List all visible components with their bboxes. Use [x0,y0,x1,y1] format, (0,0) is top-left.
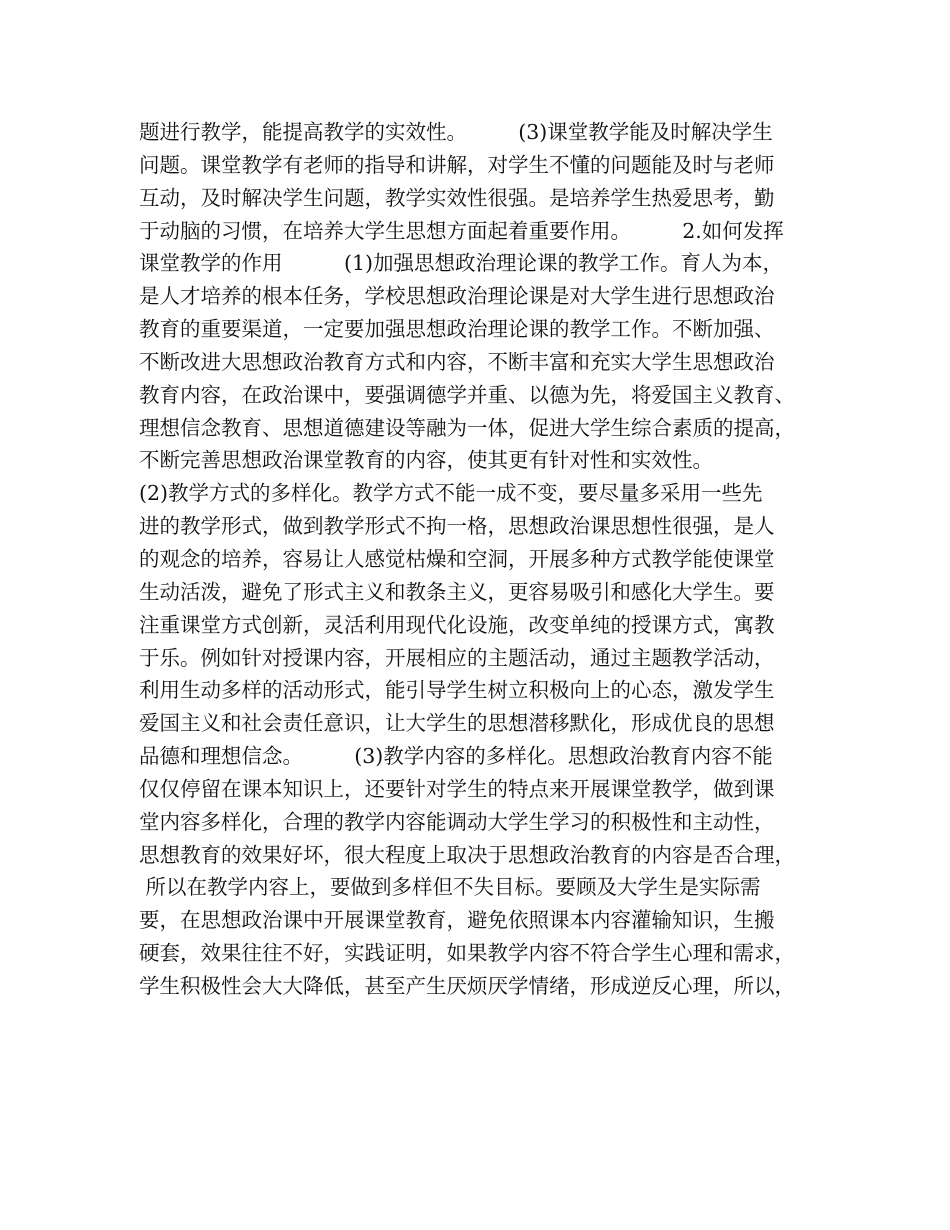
text-line: 理想信念教育、思想道德建设等融为一体，促进大学生综合素质的提高， [139,415,795,440]
text-line: 利用生动多样的活动形式，能引导学生树立积极向上的心态，激发学生 [139,678,775,703]
text-line: 硬套，效果往往不好，实践证明，如果教学内容不符合学生心理和需求， [139,941,795,966]
text-line: 不断改进大思想政治教育方式和内容，不断丰富和充实大学生思想政治 [139,349,775,374]
text-line: 要，在思想政治课中开展课堂教育，避免依照课本内容灌输知识，生搬 [139,908,775,933]
text-line: 于动脑的习惯，在培养大学生思想方面起着重要作用。 2.如何发挥 [139,218,784,243]
text-line: 品德和理想信念。 (3)教学内容的多样化。思想政治教育内容不能 [139,744,773,769]
text-line: 互动，及时解决学生问题，教学实效性很强。是培养学生热爱思考，勤 [139,185,775,210]
text-line: 不断完善思想政治课堂教育的内容，使其更有针对性和实效性。 [139,448,713,473]
text-line: 爱国主义和社会责任意识，让大学生的思想潜移默化，形成优良的思想 [139,711,775,736]
text-line: 仅仅停留在课本知识上，还要针对学生的特点来开展课堂教学，做到课 [139,776,775,801]
text-line: 教育的重要渠道，一定要加强思想政治理论课的教学工作。不断加强、 [139,317,775,342]
text-line: 进的教学形式，做到教学形式不拘一格，思想政治课思想性很强，是人 [139,514,775,539]
text-line: 学生积极性会大大降低，甚至产生厌烦厌学情绪，形成逆反心理，所以， [139,973,795,998]
text-line: 的观念的培养，容易让人感觉枯燥和空洞，开展多种方式教学能使课堂 [139,546,775,571]
text-line: 思想教育的效果好坏，很大程度上取决于思想政治教育的内容是否合理， [139,842,795,867]
text-line: 于乐。例如针对授课内容，开展相应的主题活动，通过主题教学活动， [139,645,775,670]
body-text [139,116,839,1003]
text-line: 堂内容多样化，合理的教学内容能调动大学生学习的积极性和主动性， [139,809,775,834]
text-line: 题进行教学，能提高教学的实效性。 (3)课堂教学能及时解决学生 [139,120,773,144]
text-line: 教育内容，在政治课中，要强调德学并重、以德为先，将爱国主义教育、 [139,382,795,407]
text-line: 生动活泼，避免了形式主义和教条主义，更容易吸引和感化大学生。要 [139,579,775,604]
text-line: 问题。课堂教学有老师的指导和讲解，对学生不懂的问题能及时与老师 [139,152,775,177]
text-line: 课堂教学的作用 (1)加强思想政治理论课的教学工作。育人为本， [139,251,784,276]
text-line: 是人才培养的根本任务，学校思想政治理论课是对大学生进行思想政治 [139,284,775,309]
text-line: 所以在教学内容上，要做到多样但不失目标。要顾及大学生是实际需 [139,875,761,900]
text-line: (2)教学方式的多样化。教学方式不能一成不变，要尽量多采用一些先 [139,481,763,506]
text-line: 注重课堂方式创新，灵活利用现代化设施，改变单纯的授课方式，寓教 [139,612,775,637]
